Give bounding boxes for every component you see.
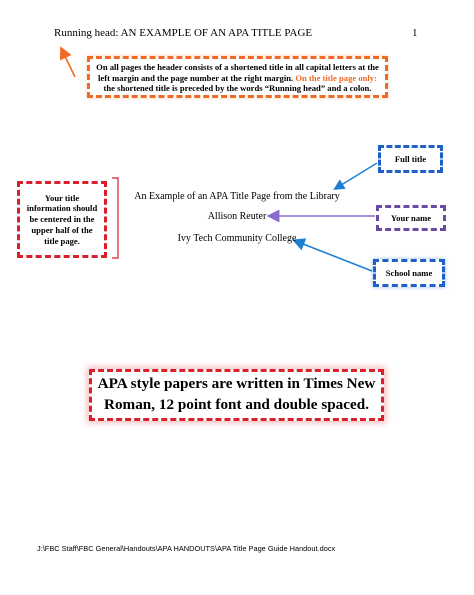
your-name-label: Your name bbox=[390, 212, 432, 223]
font-note: APA style papers are written in Times New Roman, 12 point font and double spaced. bbox=[97, 375, 376, 413]
file-path-footer: J:\FBC Staff\FBC General\Handouts\APA HANDOUTS\APA Title Page Guide Handout.docx bbox=[37, 544, 336, 553]
header-instructions-callout bbox=[87, 56, 388, 98]
institution-name: Ivy Tech Community College bbox=[177, 233, 297, 244]
header-note-highlight: On the title page only: bbox=[295, 72, 377, 83]
font-instructions-callout bbox=[89, 369, 384, 421]
school-name-callout bbox=[373, 259, 445, 287]
header-note-text: On all pages the header consists of a shortened title in all capital letters at the left margin and the page number at the right margin. bbox=[96, 62, 379, 83]
full-title-callout bbox=[378, 145, 443, 173]
page-number: 1 bbox=[412, 27, 418, 39]
arrow-to-institution bbox=[298, 242, 372, 271]
arrow-to-full-title bbox=[338, 163, 377, 187]
centering-note: Your title information should be centered in the upper half of the title page. bbox=[26, 192, 98, 246]
school-name-label: School name bbox=[385, 267, 433, 278]
arrow-to-running-head bbox=[63, 52, 75, 77]
running-head: Running head: AN EXAMPLE OF AN APA TITLE PAGE bbox=[54, 27, 313, 39]
paper-title: An Example of an APA Title Page from the Library bbox=[134, 191, 340, 202]
full-title-label: Full title bbox=[394, 153, 427, 164]
author-name: Allison Reuter bbox=[207, 211, 267, 222]
header-note-text-2: the shortened title is preceded by the words “Running head” and a colon. bbox=[103, 83, 372, 94]
